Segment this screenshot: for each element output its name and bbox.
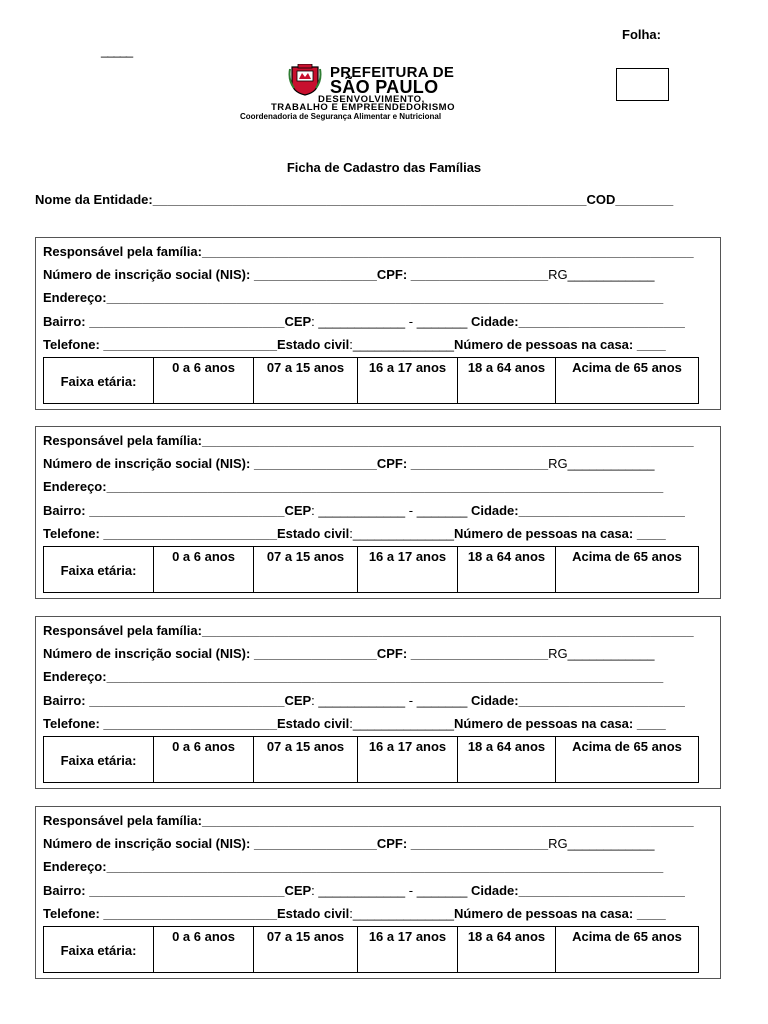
responsavel-field[interactable]: Responsável pela família:____________________________________________________________________	[43, 623, 694, 638]
age-range-cell[interactable]: 07 a 15 anos	[254, 547, 358, 593]
endereco-field[interactable]: Endereço:_____________________________________________________________________________	[43, 859, 664, 874]
endereco-field[interactable]: Endereço:_____________________________________________________________________________	[43, 479, 664, 494]
pessoas-field[interactable]: Número de pessoas na casa: ____	[454, 716, 666, 731]
age-range-cell[interactable]: 16 a 17 anos	[358, 358, 458, 404]
age-range-header: Faixa etária:	[44, 737, 154, 783]
nis-cpf-rg-row	[43, 267, 654, 282]
logo-title-line1: PREFEITURA DE	[330, 64, 455, 81]
prefeitura-logo	[240, 64, 530, 122]
cep-field[interactable]: : ____________ - _______	[311, 503, 471, 518]
pessoas-field[interactable]: Número de pessoas na casa: ____	[454, 337, 666, 352]
bairro-cep-cidade-row	[43, 883, 685, 898]
estado-civil-field[interactable]: :______________	[349, 906, 455, 921]
age-range-cell[interactable]: 18 a 64 anos	[458, 547, 556, 593]
age-range-table	[43, 736, 699, 783]
telefone-field[interactable]: Telefone: ________________________Estado civil	[43, 906, 350, 921]
logo-department-line1: DESENVOLVIMENTO,	[318, 94, 425, 105]
age-range-header: Faixa etária:	[44, 358, 154, 404]
rg-field[interactable]: RG____________	[548, 836, 655, 851]
age-range-cell[interactable]: 18 a 64 anos	[458, 737, 556, 783]
age-range-cell[interactable]: 16 a 17 anos	[358, 737, 458, 783]
sao-paulo-coat-of-arms-icon	[288, 64, 322, 96]
cidade-field[interactable]: Cidade:_______________________	[470, 883, 685, 898]
entity-name-field[interactable]: Nome da Entidade:____________________________________________________________COD________	[35, 192, 674, 207]
age-range-cell[interactable]: 07 a 15 anos	[254, 358, 358, 404]
folha-field[interactable]	[616, 68, 669, 101]
age-range-cell[interactable]: Acima de 65 anos	[556, 927, 699, 973]
telefone-estado-pessoas-row	[43, 337, 666, 352]
endereco-field[interactable]: Endereço:_____________________________________________________________________________	[43, 669, 664, 684]
age-range-cell[interactable]: 16 a 17 anos	[358, 927, 458, 973]
age-range-table	[43, 546, 699, 593]
estado-civil-field[interactable]: :______________	[349, 716, 455, 731]
responsavel-field[interactable]: Responsável pela família:____________________________________________________________________	[43, 244, 694, 259]
bairro-field[interactable]: Bairro: ___________________________CEP	[43, 883, 312, 898]
nis-cpf-rg-row	[43, 646, 654, 661]
telefone-estado-pessoas-row	[43, 716, 666, 731]
nis-cpf-rg-row	[43, 836, 654, 851]
age-range-cell[interactable]: Acima de 65 anos	[556, 358, 699, 404]
telefone-field[interactable]: Telefone: ________________________Estado civil	[43, 526, 350, 541]
pessoas-field[interactable]: Número de pessoas na casa: ____	[454, 906, 666, 921]
nis-cpf-field[interactable]: Número de inscrição social (NIS): _________________CPF: ___________________	[43, 456, 549, 471]
responsavel-field[interactable]: Responsável pela família:____________________________________________________________________	[43, 433, 694, 448]
estado-civil-field[interactable]: :______________	[349, 526, 455, 541]
age-range-cell[interactable]: 0 a 6 anos	[154, 737, 254, 783]
nis-cpf-field[interactable]: Número de inscrição social (NIS): _________________CPF: ___________________	[43, 646, 549, 661]
nis-cpf-field[interactable]: Número de inscrição social (NIS): _________________CPF: ___________________	[43, 267, 549, 282]
logo-department-line2: TRABALHO E EMPREENDEDORISMO	[271, 102, 455, 113]
estado-civil-field[interactable]: :______________	[349, 337, 455, 352]
rg-field[interactable]: RG____________	[548, 456, 655, 471]
pessoas-field[interactable]: Número de pessoas na casa: ____	[454, 526, 666, 541]
page-title: Ficha de Cadastro das Famílias	[286, 160, 482, 175]
rg-field[interactable]: RG____________	[548, 267, 655, 282]
family-card-4	[35, 806, 721, 979]
age-range-header: Faixa etária:	[44, 547, 154, 593]
top-blank-line: _____	[101, 43, 133, 58]
age-range-cell[interactable]: Acima de 65 anos	[556, 737, 699, 783]
bairro-cep-cidade-row	[43, 503, 685, 518]
cidade-field[interactable]: Cidade:_______________________	[470, 503, 685, 518]
bairro-field[interactable]: Bairro: ___________________________CEP	[43, 503, 312, 518]
rg-field[interactable]: RG____________	[548, 646, 655, 661]
telefone-field[interactable]: Telefone: ________________________Estado civil	[43, 716, 350, 731]
age-range-cell[interactable]: 18 a 64 anos	[458, 358, 556, 404]
bairro-cep-cidade-row	[43, 314, 685, 329]
cep-field[interactable]: : ____________ - _______	[311, 883, 471, 898]
age-range-cell[interactable]: 0 a 6 anos	[154, 547, 254, 593]
cidade-field[interactable]: Cidade:_______________________	[470, 314, 685, 329]
folha-label: Folha:	[622, 27, 661, 42]
age-range-cell[interactable]: Acima de 65 anos	[556, 547, 699, 593]
age-range-cell[interactable]: 0 a 6 anos	[154, 927, 254, 973]
age-range-table	[43, 926, 699, 973]
age-range-cell[interactable]: 16 a 17 anos	[358, 547, 458, 593]
family-card-3	[35, 616, 721, 789]
logo-coordination-line: Coordenadoria de Segurança Alimentar e Nutricional	[240, 112, 442, 121]
telefone-estado-pessoas-row	[43, 526, 666, 541]
nis-cpf-field[interactable]: Número de inscrição social (NIS): _________________CPF: ___________________	[43, 836, 549, 851]
bairro-cep-cidade-row	[43, 693, 685, 708]
family-card-2	[35, 426, 721, 599]
age-range-cell[interactable]: 18 a 64 anos	[458, 927, 556, 973]
cep-field[interactable]: : ____________ - _______	[311, 693, 471, 708]
cep-field[interactable]: : ____________ - _______	[311, 314, 471, 329]
telefone-estado-pessoas-row	[43, 906, 666, 921]
age-range-header: Faixa etária:	[44, 927, 154, 973]
cidade-field[interactable]: Cidade:_______________________	[470, 693, 685, 708]
bairro-field[interactable]: Bairro: ___________________________CEP	[43, 314, 312, 329]
age-range-cell[interactable]: 07 a 15 anos	[254, 927, 358, 973]
logo-title-line2: SÃO PAULO	[330, 77, 439, 97]
family-card-1	[35, 237, 721, 410]
telefone-field[interactable]: Telefone: ________________________Estado civil	[43, 337, 350, 352]
age-range-table	[43, 357, 699, 404]
age-range-cell[interactable]: 0 a 6 anos	[154, 358, 254, 404]
bairro-field[interactable]: Bairro: ___________________________CEP	[43, 693, 312, 708]
nis-cpf-rg-row	[43, 456, 654, 471]
endereco-field[interactable]: Endereço:_____________________________________________________________________________	[43, 290, 664, 305]
responsavel-field[interactable]: Responsável pela família:____________________________________________________________________	[43, 813, 694, 828]
age-range-cell[interactable]: 07 a 15 anos	[254, 737, 358, 783]
